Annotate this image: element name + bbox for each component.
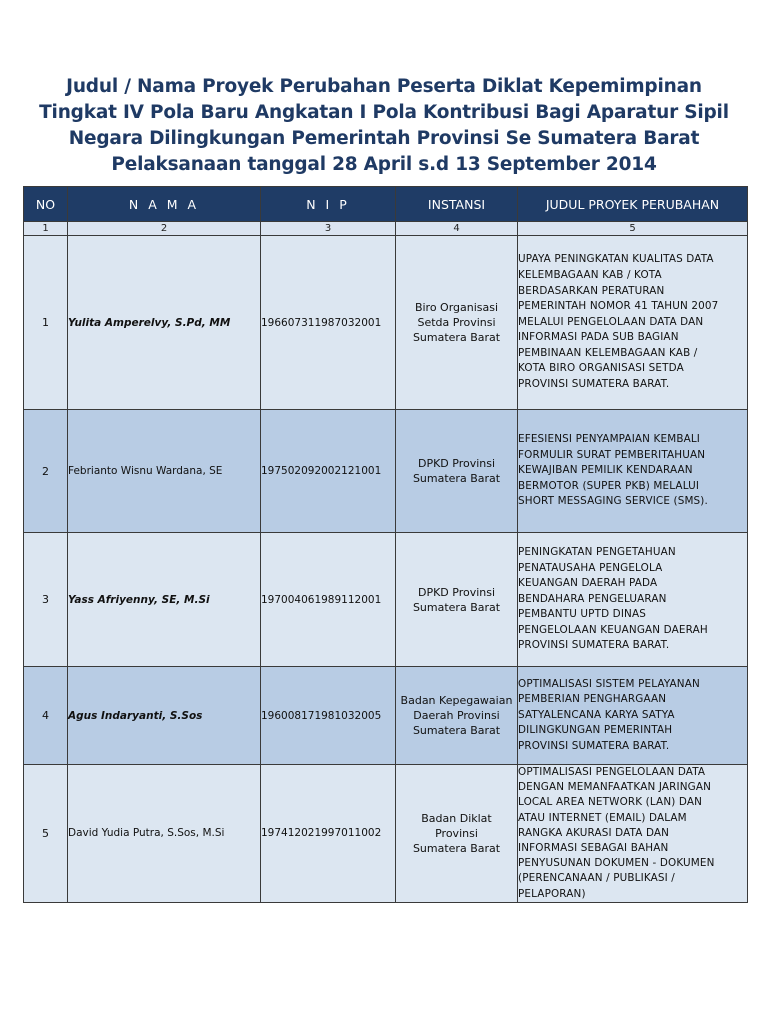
participant-nip: 197502092002121001	[261, 410, 396, 533]
project-title-line: INFORMASI PADA SUB BAGIAN	[518, 331, 679, 344]
column-number: 3	[261, 222, 396, 236]
row-number: 3	[24, 533, 68, 667]
instansi-line: Provinsi	[435, 826, 478, 840]
title-line-3: Negara Dilingkungan Pemerintah Provinsi Se Sumatera Barat	[68, 128, 700, 149]
project-title-line: OPTIMALISASI PENGELOLAAN DATA	[518, 766, 706, 778]
project-title-line: PENATAUSAHA PENGELOLA	[518, 561, 663, 574]
participants-table	[23, 186, 748, 903]
project-title-line: OPTIMALISASI SISTEM PELAYANAN	[518, 677, 700, 690]
project-title-line: SHORT MESSAGING SERVICE (SMS).	[518, 495, 708, 508]
project-title-line: MELALUI PENGELOLAAN DATA DAN	[518, 315, 704, 328]
instansi-line: Sumatera Barat	[412, 600, 501, 614]
project-title-line: BENDAHARA PENGELUARAN	[518, 592, 667, 605]
instansi-line: Badan Kepegawaian	[400, 694, 513, 707]
project-title-line: BERMOTOR (SUPER PKB) MELALUI	[518, 479, 700, 492]
project-title-line: KEUANGAN DAERAH PADA	[518, 577, 658, 590]
table-row	[24, 236, 748, 410]
instansi-line: DPKD Provinsi	[417, 585, 496, 599]
project-title-line: DILINGKUNGAN PEMERINTAH	[518, 724, 673, 737]
row-number: 5	[24, 765, 68, 903]
table-row	[24, 533, 748, 667]
project-title-line: UPAYA PENINGKATAN KUALITAS DATA	[518, 253, 714, 266]
project-title-line: PROVINSI SUMATERA BARAT.	[518, 639, 670, 652]
participant-instansi	[396, 533, 518, 667]
project-title	[518, 765, 748, 903]
participant-nip: 197412021997011002	[261, 765, 396, 903]
header-judul: JUDUL PROYEK PERUBAHAN	[518, 187, 748, 222]
project-title-line: PEMBERIAN PENGHARGAAN	[518, 693, 667, 706]
participant-instansi	[396, 765, 518, 903]
project-title-line: PROVINSI SUMATERA BARAT.	[518, 739, 670, 752]
project-title-line: KEWAJIBAN PEMILIK KENDARAAN	[518, 464, 693, 477]
project-title	[518, 410, 748, 533]
participant-name: Agus Indaryanti, S.Sos	[68, 667, 261, 765]
header-nip: N I P	[261, 187, 396, 222]
project-title-line: PEMBINAAN KELEMBAGAAN KAB /	[518, 346, 698, 359]
column-number: 2	[68, 222, 261, 236]
column-number-row	[24, 222, 748, 236]
project-title-line: LOCAL AREA NETWORK (LAN) DAN	[518, 796, 703, 809]
participant-instansi	[396, 236, 518, 410]
participant-name: Yulita Amperelvy, S.Pd, MM	[68, 236, 261, 410]
instansi-line: Sumatera Barat	[412, 472, 501, 485]
project-title-line: EFESIENSI PENYAMPAIAN KEMBALI	[518, 433, 701, 446]
instansi-line: Sumatera Barat	[412, 331, 501, 344]
row-number: 2	[24, 410, 68, 533]
instansi-line: DPKD Provinsi	[417, 457, 496, 470]
project-title-line: PENGELOLAAN KEUANGAN DAERAH	[518, 623, 708, 636]
participant-name: Yass Afriyenny, SE, M.Si	[68, 533, 261, 667]
project-title-line: SATYALENCANA KARYA SATYA	[518, 708, 675, 721]
participant-name: David Yudia Putra, S.Sos, M.Si	[68, 765, 261, 903]
project-title-line: BERDASARKAN PERATURAN	[518, 284, 665, 297]
project-title-line: PROVINSI SUMATERA BARAT.	[518, 378, 670, 391]
header-nama: N A M A	[68, 187, 261, 222]
participant-instansi	[396, 667, 518, 765]
title-line-4: Pelaksanaan tanggal 28 April s.d 13 September 2014	[111, 154, 657, 175]
project-title-line: PELAPORAN)	[518, 887, 586, 900]
header-no: NO	[24, 187, 68, 222]
column-number: 4	[396, 222, 518, 236]
document-title	[0, 74, 768, 178]
column-number: 1	[24, 222, 68, 236]
project-title-line: INFORMASI SEBAGAI BAHAN	[518, 842, 669, 855]
participant-nip: 196607311987032001	[261, 236, 396, 410]
header-instansi: INSTANSI	[396, 187, 518, 222]
participant-nip: 197004061989112001	[261, 533, 396, 667]
table-row	[24, 667, 748, 765]
instansi-line: Setda Provinsi	[417, 316, 496, 329]
instansi-line: Sumatera Barat	[412, 841, 501, 855]
participant-nip: 196008171981032005	[261, 667, 396, 765]
project-title-line: ATAU INTERNET (EMAIL) DALAM	[518, 811, 687, 824]
project-title-line: KELEMBAGAAN KAB / KOTA	[518, 268, 662, 281]
participant-instansi	[396, 410, 518, 533]
title-line-1: Judul / Nama Proyek Perubahan Peserta Diklat Kepemimpinan	[66, 76, 702, 97]
project-title	[518, 533, 748, 667]
project-title-line: DENGAN MEMANFAATKAN JARINGAN	[518, 781, 712, 794]
project-title-line: KOTA BIRO ORGANISASI SETDA	[518, 362, 684, 375]
project-title-line: PEMBANTU UPTD DINAS	[518, 608, 646, 621]
project-title-line: RANGKA AKURASI DATA DAN	[518, 826, 670, 839]
title-line-2: Tingkat IV Pola Baru Angkatan I Pola Kontribusi Bagi Aparatur Sipil	[39, 102, 729, 123]
table-header-row	[24, 187, 748, 222]
instansi-line: Daerah Provinsi	[413, 709, 500, 722]
column-number: 5	[518, 222, 748, 236]
table-row	[24, 410, 748, 533]
instansi-line: Badan Diklat	[421, 811, 492, 825]
project-title-line: (PERENCANAAN / PUBLIKASI /	[518, 872, 675, 885]
project-title-line: PENINGKATAN PENGETAHUAN	[518, 545, 676, 558]
instansi-line: Sumatera Barat	[412, 724, 501, 737]
row-number: 4	[24, 667, 68, 765]
project-title-line: FORMULIR SURAT PEMBERITAHUAN	[518, 448, 706, 461]
project-title-line: PENYUSUNAN DOKUMEN - DOKUMEN	[518, 857, 715, 870]
project-title-line: PEMERINTAH NOMOR 41 TAHUN 2007	[518, 300, 719, 313]
row-number: 1	[24, 236, 68, 410]
project-title	[518, 667, 748, 765]
instansi-line: Biro Organisasi	[414, 301, 499, 314]
project-title	[518, 236, 748, 410]
participant-name: Febrianto Wisnu Wardana, SE	[68, 410, 261, 533]
table-row	[24, 765, 748, 903]
